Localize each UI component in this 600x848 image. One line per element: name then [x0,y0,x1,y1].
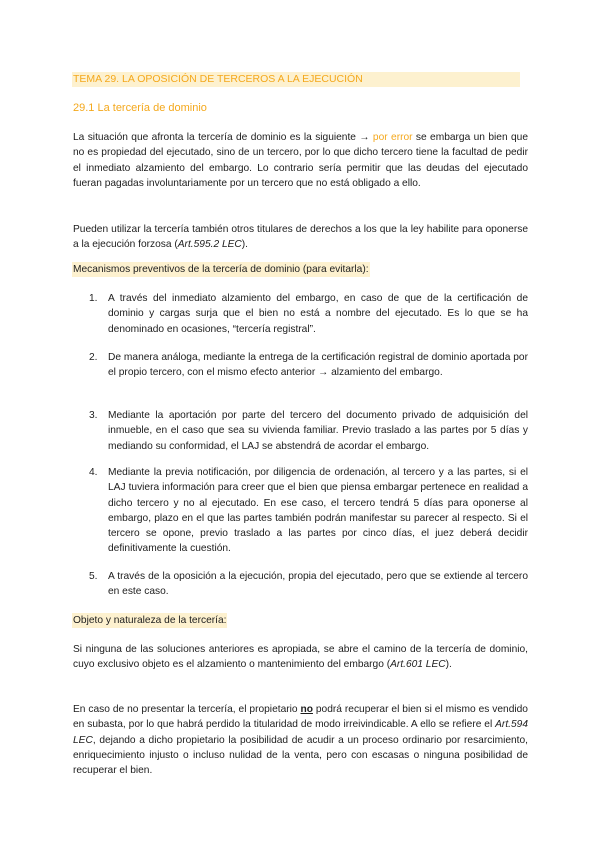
list-number: 5. [89,571,98,582]
list-item [89,569,528,600]
document-title: TEMA 29. LA OPOSICIÓN DE TERCEROS A LA EJECUCIÓN [72,72,520,87]
legal-reference: Art.594 LEC [73,719,528,746]
paragraph-holders [73,222,528,253]
paragraph-object [73,642,528,673]
section-heading: 29.1 La tercería de dominio [73,102,207,114]
text-run: ). [241,239,248,251]
text-run: Pueden utilizar la tercería también otros titulares de derechos a los que la ley habilite para oponerse a la ejecución forzosa ( [73,224,528,251]
text-run: La situación que afronta la tercería de dominio es la siguiente → [73,132,373,143]
paragraph-intro [73,130,528,191]
text-run: En caso de no presentar la tercería, el propietario [73,704,301,715]
emphasis-text: no [300,704,313,715]
list-item [89,350,528,381]
list-text: Mediante la previa notificación, por diligencia de ordenación, al tercero y a las partes, si el LAJ tuviera información para creer que el bien que piensa embargar pertenece en realidad a dicho tercero y no al ejecutado. En ese caso, el tercero tendrá 5 días para oponerse al embargo, plazo en el que las partes también podrán manifestar su parecer al respecto. Si el tercero se opone, previo traslado a las partes por cinco días, el juez deberá decidir definitivamente la cuestión. [108,467,528,555]
text-run: ). [445,659,452,671]
legal-reference: Art.595.2 LEC [177,239,242,251]
list-item [89,408,528,454]
list-text: A través del inmediato alzamiento del embargo, en caso de que de la certificación de dominio y cargas surja que el bien no está a nombre del ejecutado. Es lo que se ha denominado en ocasiones, “tercería registral”. [108,293,528,335]
list-text: De manera análoga, mediante la entrega de la certificación registral de dominio aportada por el propio tercero, con el mismo efecto anterior → alzamiento del embargo. [108,352,528,379]
list-item [89,291,528,337]
list-number: 1. [89,293,98,304]
highlight-text: por error [372,132,413,143]
subheading-object-nature: Objeto y naturaleza de la tercería: [73,615,227,626]
list-number: 4. [89,467,98,478]
subheading-preventive-mechanisms: Mecanismos preventivos de la tercería de dominio (para evitarla): [73,264,369,275]
text-run: Si ninguna de las soluciones anteriores es apropiada, se abre el camino de la tercería de dominio, cuyo exclusivo objeto es el alzamiento o mantenimiento del embargo ( [73,644,528,671]
legal-reference: Art.601 LEC [390,659,446,671]
list-number: 2. [89,352,98,363]
text-run: , dejando a dicho propietario la posibilidad de acudir a un proceso ordinario por resarcimiento, enriquecimiento injusto o incluso nulidad de la venta, pero con escasas o ninguna posibilidad de recuperar el bien. [73,734,528,777]
text-run: podrá recuperar el bien si el mismo es vendido en subasta, por lo que habrá perdido la titularidad de modo irreivindicable. A ello se refiere el [73,704,528,731]
list-text: Mediante la aportación por parte del tercero del documento privado de adquisición del inmueble, en el caso que sea su vivienda familiar. Previo traslado a las partes por 5 días y mediando su conformidad, el LAJ se abstendrá de acordar el embargo. [108,410,528,452]
paragraph-consequences [73,702,528,778]
list-number: 3. [89,410,98,421]
list-text: A través de la oposición a la ejecución, propia del ejecutado, pero que se extiende al tercero en este caso. [108,571,528,598]
text-run: se embarga un bien que no es propiedad del ejecutado, sino de un tercero, por lo que dicho tercero tiene la facultad de pedir el inmediato alzamiento del embargo. Lo contrario sería permitir que las deudas del ejecutado fueran pagadas involuntariamente por un tercero que no está obligado a ello. [73,132,528,189]
list-item [89,465,528,557]
